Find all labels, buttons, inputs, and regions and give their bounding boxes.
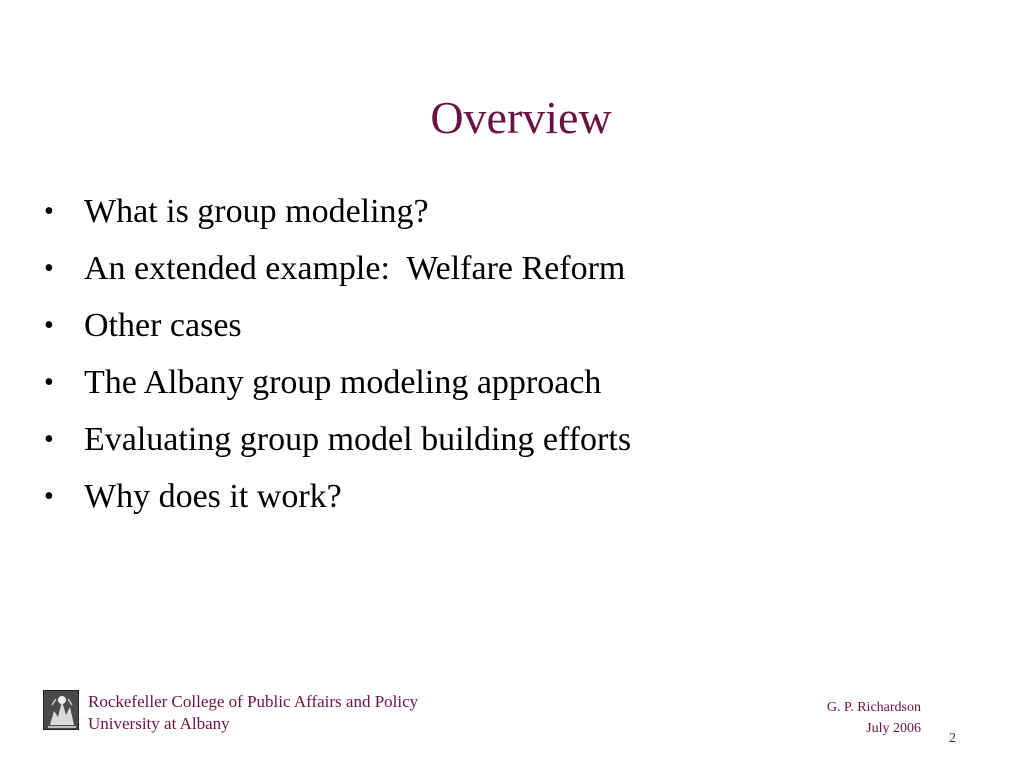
bullet-text: Other cases [84,307,242,344]
bullet-icon: • [44,481,54,512]
bullet-text: Why does it work? [84,478,342,515]
bullet-item [44,414,632,471]
bullet-icon: • [44,253,54,284]
footer-author-block [827,697,921,739]
slide-title: Overview [430,92,612,143]
bullet-icon: • [44,310,54,341]
bullet-item [44,300,242,357]
bullet-icon: • [44,196,54,227]
footer-org-line2: University at Albany [88,714,230,733]
bullet-text: An extended example: Welfare Reform [84,250,626,287]
bullet-text: Evaluating group model building efforts [84,421,632,458]
bullet-item [44,186,429,243]
footer-date: July 2006 [866,721,921,736]
bullet-list [44,186,632,528]
university-seal-icon [43,690,79,730]
footer-organization [88,691,418,735]
bullet-icon: • [44,367,54,398]
bullet-item [44,471,342,528]
bullet-item [44,357,602,414]
bullet-text: The Albany group modeling approach [84,364,602,401]
bullet-icon: • [44,424,54,455]
footer-author: G. P. Richardson [826,700,921,715]
page-number: 2 [949,731,956,746]
footer-org-line1: Rockefeller College of Public Affairs and Policy [88,692,419,711]
bullet-text: What is group modeling? [84,193,429,230]
bullet-item [44,243,626,300]
